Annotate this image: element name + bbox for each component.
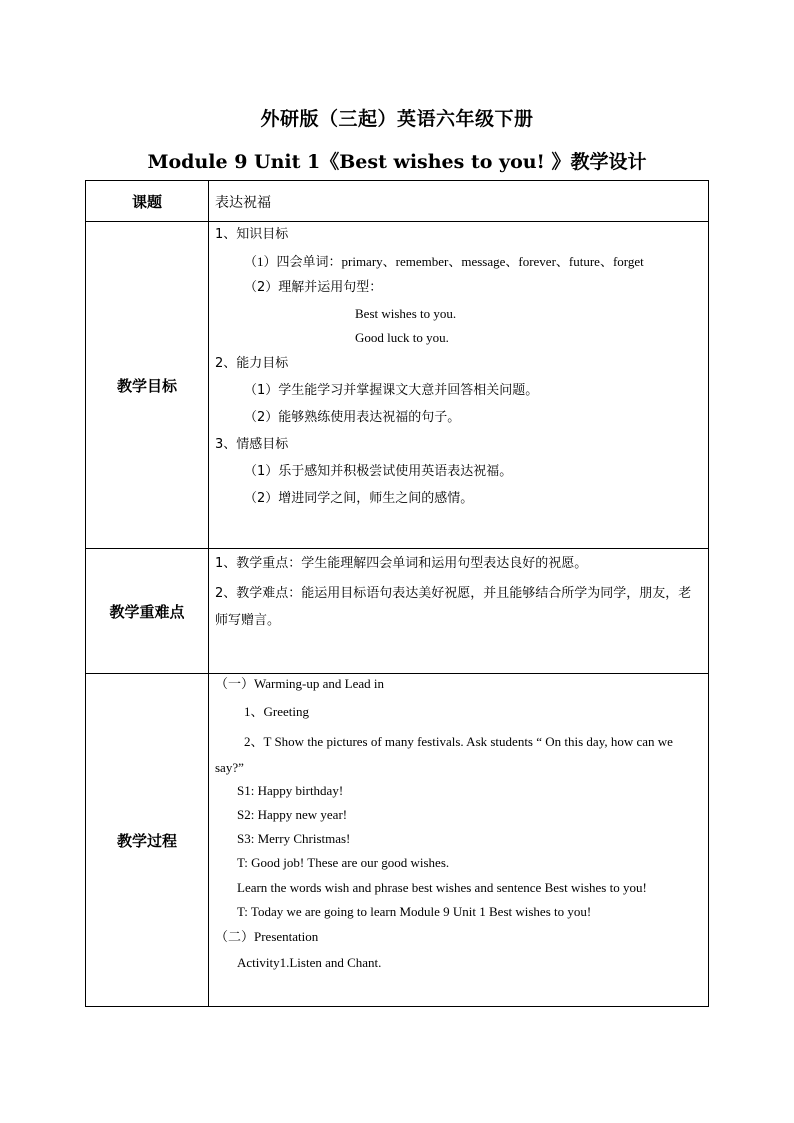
row-content-process [209,674,709,1007]
document-subtitle: Module 9 Unit 1《Best wishes to you! 》教学设计 [147,151,647,173]
row-content-goals [209,222,709,549]
keypoint-line: 2、教学难点：能运用目标语句表达美好祝愿，并且能够结合所学为同学，朋友，老师写赠言。 [215,586,692,628]
row-label-keypoints: 教学重难点 [86,549,209,674]
process-line: 1、Greeting [244,704,309,719]
row-content-topic [209,181,709,222]
goal-line: 2、能力目标 [215,356,289,371]
process-line: S2: Happy new year! [237,807,348,822]
process-line: T: Today we are going to learn Module 9 Unit 1 Best wishes to you! [237,904,592,919]
process-line: S1: Happy birthday! [237,783,344,798]
goal-line: （1）乐于感知并积极尝试使用英语表达祝福。 [244,464,513,479]
goal-line: （1）学生能学习并掌握课文大意并回答相关问题。 [244,383,539,398]
topic-value: 表达祝福 [215,195,271,211]
process-line: T: Good job! These are our good wishes. [237,855,450,870]
row-content-keypoints [209,549,709,674]
goal-line: Good luck to you. [355,330,449,345]
goal-line: 3、情感目标 [215,437,289,452]
table-row-goals [86,222,709,549]
process-line-text: 2、T Show the pictures of many festivals. Ask students “ On this day, how can we say?” [215,734,673,775]
row-label-process: 教学过程 [86,674,209,1007]
table-row-topic [86,181,709,222]
keypoint-line: 1、教学重点：学生能理解四会单词和运用句型表达良好的祝愿。 [215,556,588,571]
process-line: （一）Warming-up and Lead in [215,676,384,691]
row-label-topic: 课题 [86,181,209,222]
process-line: （二）Presentation [215,929,319,944]
table-row-process [86,674,709,1007]
goal-line: （2）增进同学之间，师生之间的感情。 [244,491,474,506]
process-line [209,729,708,781]
goal-line: （2）理解并运用句型： [244,280,383,295]
goal-line: Best wishes to you. [355,306,457,321]
goal-line: 1、知识目标 [215,227,289,242]
process-line: Learn the words wish and phrase best wishes and sentence Best wishes to you! [237,880,647,895]
goal-line: （1）四会单词：primary、remember、message、forever、future、forget [244,254,644,269]
lesson-plan-table [85,180,709,1007]
process-line: S3: Merry Christmas! [237,831,351,846]
table-row-keypoints [86,549,709,674]
document-title: 外研版（三起）英语六年级下册 [260,108,534,130]
goal-line: （2）能够熟练使用表达祝福的句子。 [244,410,461,425]
row-label-goals: 教学目标 [86,222,209,549]
process-line: Activity1.Listen and Chant. [237,955,382,970]
